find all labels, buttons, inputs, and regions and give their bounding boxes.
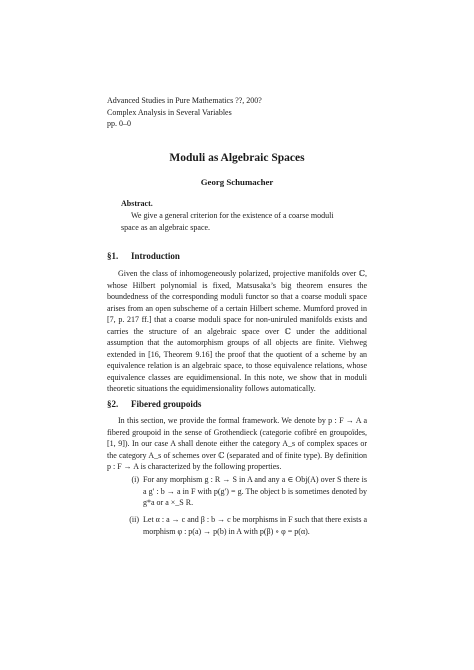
journal-header: [107, 95, 262, 130]
property-item-label: (ii): [129, 515, 139, 524]
header-line-series: Advanced Studies in Pure Mathematics ??, 200?: [107, 96, 262, 105]
property-item-text: For any morphism g : R → S in A and any a ∈ Obj(A) over S there is a g′ : b → a in F with p(g′) = g. The object b is sometimes denoted by g*a or a ×_S R.: [143, 475, 367, 507]
property-item: [123, 514, 367, 537]
section-1-paragraph: Given the class of inhomogeneously polarized, projective manifolds over ℂ, whose Hilbert polynomial is fixed, Matsusaka’s big theorem ensures the boundedness of the corresponding moduli functor so that a coarse moduli space arises from an open subscheme of a certain Hilbert scheme. Mumford proved in [7, p. 217 ff.] that a coarse moduli space for non-uniruled manifolds exists and carries the structure of an algebraic space over ℂ under the additional assumption that the automorphism groups of all objects are finite. Viehweg extended in [16, Theorem 9.16] the proof that the quotient of a scheme by an equivalence relation is an algebraic space, to those equivalence relations, whose equivalence classes are equidimensional. In this note, we show that in moduli theoretic situations the equidimensionality follows automatically.: [107, 269, 367, 393]
abstract-heading: Abstract.: [121, 199, 153, 208]
section-1-title: Introduction: [131, 251, 180, 261]
header-line-volume: Complex Analysis in Several Variables: [107, 107, 232, 117]
header-line-pages: pp. 0–0: [107, 119, 131, 128]
section-2-heading: [107, 399, 201, 409]
section-1-heading: [107, 251, 180, 261]
author-name: Georg Schumacher: [200, 177, 274, 187]
property-item-label: (i): [131, 475, 139, 484]
section-2-number: §2.: [107, 399, 119, 409]
abstract-text: We give a general criterion for the existence of a coarse moduli space as an algebraic space.: [121, 211, 334, 232]
section-2-paragraph: In this section, we provide the formal framework. We denote by p : F → A a fibered groupoid in the sense of Grothendieck (categorie cofibré en groupoïdes, [1, 9]). In our case A shall denote either the category A_s of complex spaces or the category A_s of schemes over ℂ (separated and of finite type). By definition p : F → A is characterized by the following properties.: [107, 416, 367, 471]
section-1-number: §1.: [107, 251, 119, 261]
section-2-title: Fibered groupoids: [131, 399, 202, 409]
paper-title: Moduli as Algebraic Spaces: [169, 152, 305, 164]
property-item: [123, 474, 367, 509]
property-item-text: Let α : a → c and β : b → c be morphisms in F such that there exists a morphism φ : p(a) → p(b) in A with p(β) ∘ φ = p(α).: [143, 515, 367, 536]
